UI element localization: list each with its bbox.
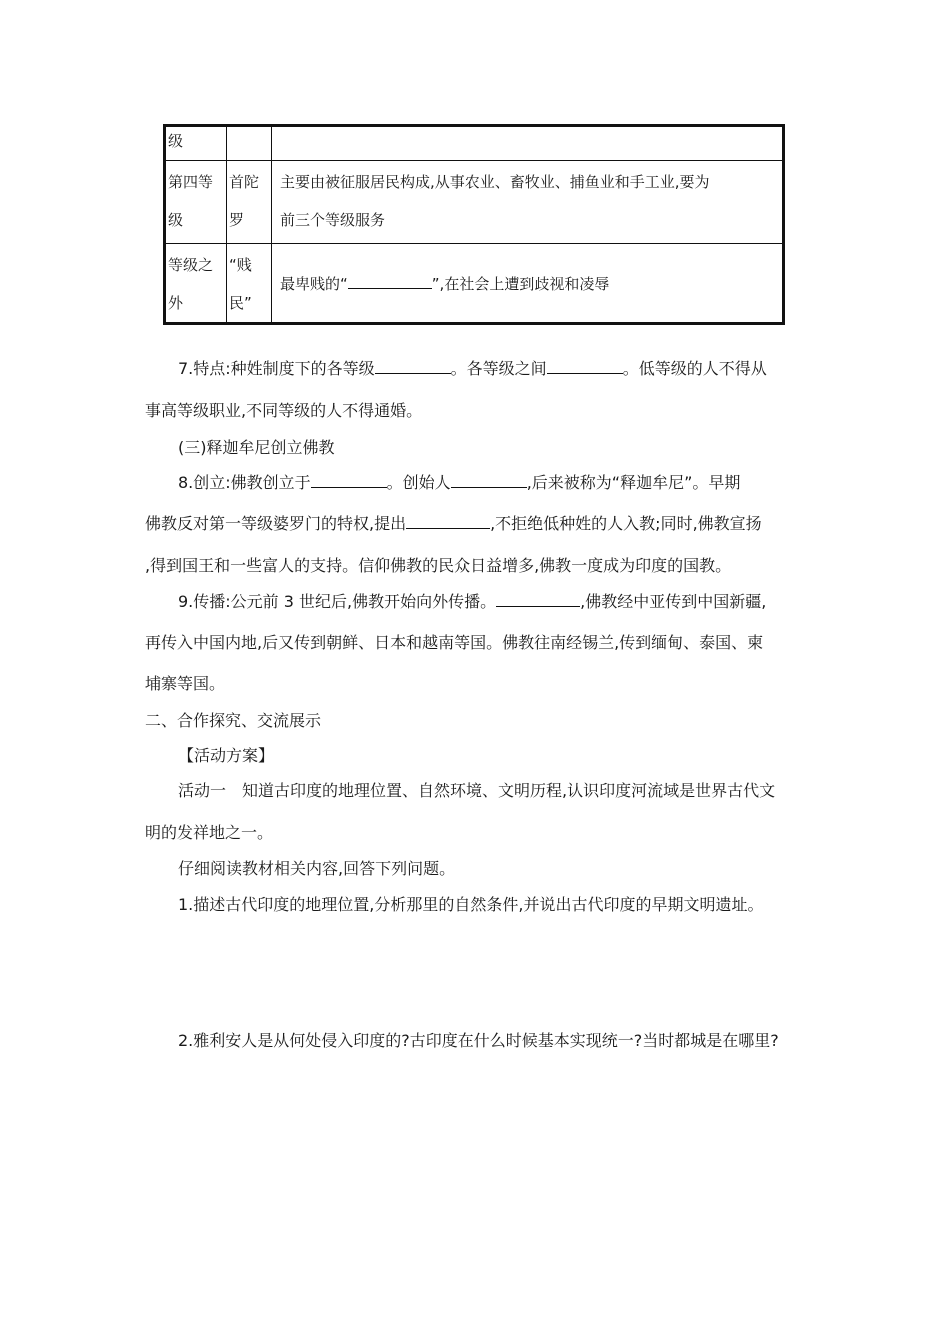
desc-text: 前三个等级服务 — [280, 211, 386, 229]
fill-blank[interactable] — [348, 274, 432, 289]
name-cell — [227, 126, 272, 161]
caste-table — [163, 124, 785, 325]
paragraph-7-line-2: 事高等级职业,不同等级的人不得通婚。 — [145, 401, 423, 420]
paragraph-9-line-1 — [178, 589, 810, 612]
desc-text: 最卑贱的“ — [280, 275, 348, 293]
activity-1-line-2: 明的发祥地之一。 — [145, 823, 274, 842]
level-text: 级 — [168, 211, 184, 229]
question-1: 1.描述古代印度的地理位置,分析那里的自然条件,并说出古代印度的早期文明遗址。 — [178, 895, 764, 914]
fill-blank[interactable] — [451, 473, 527, 488]
desc-cell — [272, 126, 784, 161]
text: 佛教反对第一等级婆罗门的特权,提出 — [145, 514, 407, 533]
name-text: 民” — [229, 294, 252, 312]
paragraph-9-line-3: 埔寨等国。 — [145, 674, 226, 693]
paragraph-8-line-3: ,得到国王和一些富人的支持。信仰佛教的民众日益增多,佛教一度成为印度的国教。 — [145, 556, 732, 575]
level-text: 第四等 — [168, 173, 214, 191]
text: 。各等级之间 — [450, 359, 547, 378]
section-heading-2: 二、合作探究、交流展示 — [145, 711, 322, 730]
text: ,后来被称为“释迦牟尼”。早期 — [526, 473, 741, 492]
table-row — [165, 244, 784, 324]
name-text: 罗 — [229, 211, 245, 229]
level-text: 级 — [168, 132, 184, 150]
reading-instruction: 仔细阅读教材相关内容,回答下列问题。 — [178, 859, 456, 878]
table-row — [165, 126, 784, 161]
name-cell — [227, 244, 272, 324]
activity-1-line-1: 活动一 知道古印度的地理位置、自然环境、文明历程,认识印度河流域是世界古代文 — [178, 781, 776, 800]
paragraph-9-line-2: 再传入中国内地,后又传到朝鲜、日本和越南等国。佛教往南经锡兰,传到缅甸、泰国、柬 — [145, 633, 764, 652]
text: ,不拒绝低种姓的人入教;同时,佛教宣扬 — [490, 514, 762, 533]
fill-blank[interactable] — [547, 359, 623, 374]
desc-text: 主要由被征服居民构成,从事农业、畜牧业、捕鱼业和手工业,要为 — [280, 173, 710, 191]
paragraph-7-line-1 — [178, 356, 810, 379]
fill-blank[interactable] — [311, 473, 387, 488]
level-cell — [165, 161, 227, 244]
desc-cell — [272, 244, 784, 324]
activity-plan-heading: 【活动方案】 — [178, 746, 275, 765]
name-text: 首陀 — [229, 173, 260, 191]
paragraph-8-line-2 — [145, 511, 810, 534]
level-cell — [165, 126, 227, 161]
desc-text: ”,在社会上遭到歧视和凌辱 — [431, 275, 610, 293]
level-text: 外 — [168, 294, 184, 312]
level-cell — [165, 244, 227, 324]
text: 9.传播:公元前 3 世纪后,佛教开始向外传播。 — [178, 592, 497, 611]
fill-blank[interactable] — [406, 514, 490, 529]
level-text: 等级之 — [168, 256, 214, 274]
paragraph-8-line-1 — [178, 470, 810, 493]
name-text: “贱 — [229, 256, 252, 274]
question-2: 2.雅利安人是从何处侵入印度的?古印度在什么时候基本实现统一?当时都城是在哪里? — [178, 1031, 779, 1050]
name-cell — [227, 161, 272, 244]
text: 7.特点:种姓制度下的各等级 — [178, 359, 375, 378]
fill-blank[interactable] — [375, 359, 451, 374]
text: ,佛教经中亚传到中国新疆, — [580, 592, 767, 611]
section-heading-3: (三)释迦牟尼创立佛教 — [178, 438, 335, 457]
text: 8.创立:佛教创立于 — [178, 473, 311, 492]
text: 。低等级的人不得从 — [622, 359, 767, 378]
desc-cell — [272, 161, 784, 244]
fill-blank[interactable] — [496, 592, 580, 607]
text: 。创始人 — [386, 473, 451, 492]
table-row — [165, 161, 784, 244]
